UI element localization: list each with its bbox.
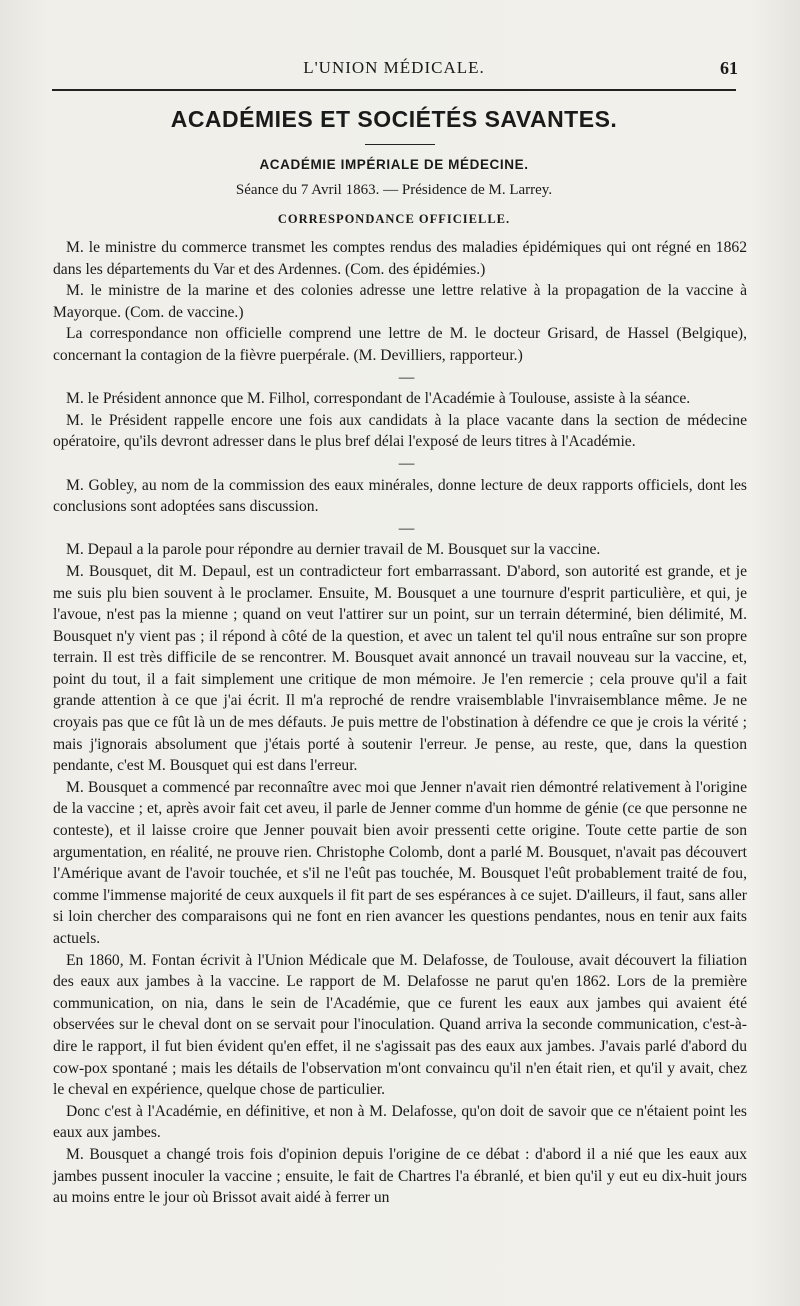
paragraph: M. le Président annonce que M. Filhol, correspondant de l'Académie à Toulouse, assiste à la séance. (66, 390, 691, 408)
heading-rule (365, 144, 435, 145)
paragraph: M. Gobley, au nom de la commission des eaux minérales, donne lecture de deux rapports officiels, dont les conclusions sont adoptées sans discussion. (53, 476, 747, 516)
paragraph: La correspondance non officielle comprend une lettre de M. le docteur Grisard, de Hassel (Belgique), concernant la contagion de la fièvre puerpérale. (M. Devilliers, rapporteur.) (53, 325, 747, 364)
session-line: Séance du 7 Avril 1863. — Présidence de M. Larrey. (235, 182, 553, 198)
correspondence-heading: CORRESPONDANCE OFFICIELLE. (277, 212, 511, 226)
paragraph: M. le ministre du commerce transmet les comptes rendus des maladies épidémiques qui ont régné en 1862 dans les départements du Var et des Ardennes. (Com. des épidémies.) (53, 239, 747, 278)
paragraph: M. Depaul a la parole pour répondre au dernier travail de M. Bousquet sur la vaccine. (66, 541, 601, 559)
paragraph: Donc c'est à l'Académie, en définitive, et non à M. Delafosse, qu'on doit de savoir que ce n'étaient point les eaux aux jambes. (53, 1102, 747, 1142)
paragraph: M. Bousquet a changé trois fois d'opinion depuis l'origine de ce débat : d'abord il a nié que les eaux aux jambes pussent inoculer la vaccine ; ensuite, le fait de Chartres l'a ébranlé, et bien qu'il y eut eu dix-huit jours au moins entre le jour où Brissot avait aidé à ferrer un (53, 1145, 747, 1207)
separator-dash: — (398, 454, 415, 472)
page-number: 61 (720, 58, 738, 78)
article-body (53, 237, 747, 1209)
running-head (50, 58, 738, 82)
paragraph: M. le ministre de la marine et des colonies adresse une lettre relative à la propagation de la vaccine à Mayorque. (Com. de vaccine.) (53, 282, 747, 321)
section-heading: ACADÉMIES ET SOCIÉTÉS SAVANTES. (170, 106, 618, 132)
running-title: L'UNION MÉDICALE. (303, 58, 485, 77)
separator-dash: — (398, 519, 415, 537)
paragraph: En 1860, M. Fontan écrivit à l'Union Médicale que M. Delafosse, de Toulouse, avait découvert la filiation des eaux aux jambes à la vaccine. Le rapport de M. Delafosse ne parut qu'en 1862. Lors de la première communication, on nia, dans le sein de l'Académie, que ce furent les eaux aux jambes qui avaient été observées sur le cheval dont on se servait pour l'inoculation. Quand arriva la seconde communication, c'est-à-dire le rapport, il fut bien évident qu'en effet, il ne s'agissait pas des eaux aux jambes. J'avais parlé d'abord du cow-pox spontané ; mais les détails de l'observation m'ont convaincu qu'il n'en était rien, et qu'il y avait, chez le cheval en expérience, quelque chose de particulier. (53, 951, 747, 1099)
separator-dash: — (398, 368, 415, 386)
academy-name: ACADÉMIE IMPÉRIALE DE MÉDECINE. (259, 157, 529, 172)
paragraph: M. Bousquet a commencé par reconnaître avec moi que Jenner n'avait rien démontré relativement à l'origine de la vaccine ; et, après avoir fait cet aveu, il parle de Jenner comme d'un homme de génie (ce que personne ne conteste), et il laisse croire que Jenner pouvait bien avoir pressenti cette origine. Toute cette partie de son argumentation, en réalité, ne prouve rien. Christophe Colomb, dont a parlé M. Bousquet, n'avait pas découvert l'Amérique avant de l'avoir touchée, et s'il ne l'eût pas touchée, M. Bousquet l'eût probablement traité de fou, comme l'immense majorité de ceux auxquels il fit part de ses espérances à ce sujet. D'ailleurs, il faut, sans aller si loin chercher des comparaisons qui ne font en rien avancer les questions pendantes, nous en tenir aux faits actuels. (53, 778, 747, 947)
paragraph: M. Bousquet, dit M. Depaul, est un contradicteur fort embarrassant. D'abord, son autorité est grande, et je me suis plu bien souvent à le proclamer. Ensuite, M. Bousquet a une tournure d'esprit particulière, et qui, je l'avoue, n'est pas la mienne ; quand on veut l'attirer sur un point, sur un terrain déterminé, bien délimité, M. Bousquet n'y vient pas ; il répond à côté de la question, et avec un talent tel qu'il nous entraîne sur son propre terrain. Il est très difficile de se rencontrer. M. Bousquet avait annoncé un travail nouveau sur la vaccine, et, point du tout, il a fait simplement une critique de mon mémoire. Je l'en remercie ; cela prouve qu'il a fait grande attention à ce que j'ai écrit. Il m'a reproché de rendre vraisemblable l'invraisemblance même. Je ne croyais pas que ce fût là un de mes défauts. Je puis mettre de l'obstination à défendre ce que je crois la vérité ; mais j'ignorais absolument que j'étais porté à soutenir l'erreur. Je pense, au reste, que, dans la question pendante, c'est M. Bousquet qui est dans l'erreur. (53, 562, 747, 775)
paragraph: M. le Président rappelle encore une fois aux candidats à la place vacante dans la section de médecine opératoire, qu'ils devront adresser dans le plus bref délai l'exposé de leurs titres à l'Académie. (53, 411, 747, 451)
header-rule (52, 89, 736, 91)
